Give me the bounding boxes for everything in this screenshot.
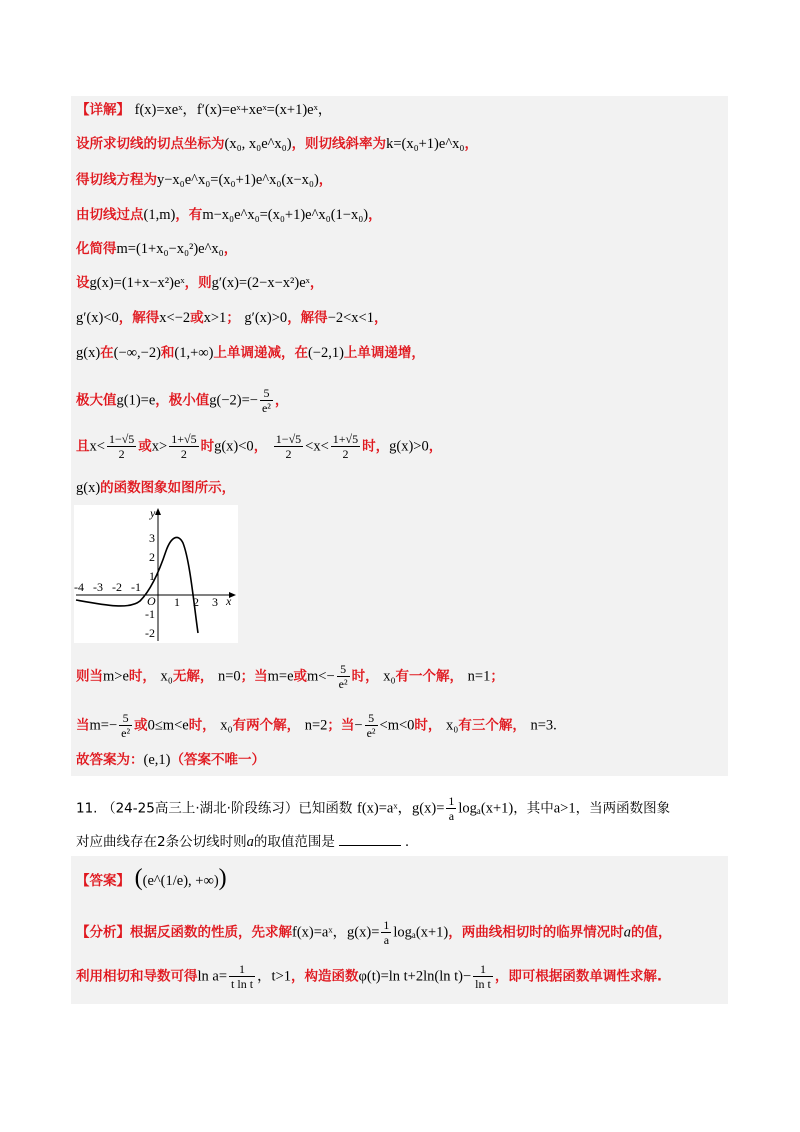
y-axis-arrow [155,508,161,515]
solution-line-9: 极大值g(1)=e，极小值g(−2)=− $\frac{5}{\text{e²}}$ ， [76,386,289,415]
x-tick-label: 2 [193,595,199,609]
solution-line-7: g′(x)<0，解得x<−2或x>1； g′(x)>0，解得−2<x<1， [76,310,388,326]
solution-line-14: 故答案为：(e,1)（答案不唯一） [76,752,265,768]
solution-line-5: 化简得m=(1+x₀−x₀²)e^x₀， [76,241,238,257]
solution-line-1: 【详解】 f(x)=xeˣ，f′(x)=eˣ+xeˣ=(x+1)eˣ， [76,102,333,118]
solution-line-11: g(x)的函数图象如图所示， [76,480,236,496]
y-tick-label: 1 [149,569,155,583]
solution-line-4: 由切线过点(1,m)，有m−x₀e^x₀=(x₀+1)e^x₀(1−x₀)， [76,207,382,223]
y-tick-label: -2 [145,626,155,640]
solution-line-13: 当m=− $\frac{5}{\text{e²}}$ 或0≤m<e时， x₀有两个解， n=2；当− $\frac{5}{\text{e²}}$ <m<0时， x₀有三个解， n=3. [76,711,557,740]
analysis-line-1: 【分析】根据反函数的性质，先求解f(x)=aˣ，g(x)= $\frac{1}{a}$ logₐ(x+1)，两曲线相切时的临界情况时a的值， [76,918,672,947]
x-tick-label: 1 [174,595,180,609]
y-tick-label: -1 [145,607,155,621]
solution-line-8: g(x)在(−∞,−2)和(1,+∞)上单调递减，在(−2,1)上单调递增， [76,345,425,361]
x-tick-label: 3 [212,595,218,609]
answer-blank[interactable] [339,845,401,846]
analysis-line-2: 利用相切和导数可得ln a= $\frac{1}{\text{t ln t}}$ ，t>1，构造函数φ(t)=ln t+2ln(ln t)− $\frac{1}{\text{ln t}}$ ，即可根据函数单调性求解. [76,962,662,991]
y-tick-label: 3 [149,531,155,545]
x-axis-label: x [226,594,232,608]
y-tick-label: 2 [149,550,155,564]
origin-label: O [147,594,156,608]
y-tick-labels [145,531,155,640]
solution-line-2: 设所求切线的切点坐标为(x₀, x₀e^x₀)，则切线斜率为k=(x₀+1)e^x₀， [76,136,478,152]
y-axis-label: y [150,506,156,520]
solution-line-3: 得切线方程为y−x₀e^x₀=(x₀+1)e^x₀(x−x₀)， [76,172,333,188]
x-tick-label: -1 [131,580,141,594]
x-tick-label: -4 [74,580,84,594]
solution-line-12: 则当m>e时， x₀无解， n=0；当m=e或m<− $\frac{5}{\text{e²}}$ 时， x₀有一个解， n=1； [76,662,504,691]
solution-line-6: 设g(x)=(1+x−x²)eˣ，则g′(x)=(2−x−x²)eˣ， [76,275,324,291]
question-line-2: 对应曲线存在2条公切线时则a的取值范围是 . [76,834,410,850]
question-line-1: 11. （24-25高三上·湖北·阶段练习）已知函数 f(x)=aˣ，g(x)= $\frac{1}{a}$ logₐ(x+1)，其中a>1，当两函数图象 [76,794,671,823]
x-tick-label: -3 [93,580,103,594]
x-tick-label: -2 [112,580,122,594]
answer-line: 【答案】 ((e^(1/e), +∞)) [76,865,227,891]
solution-line-10: 且x< $\frac{1-√5}{2}$ 或x> $\frac{1+√5}{2}$ 时g(x)<0， $\frac{1-√5}{2}$ <x< $\frac{1+√5}{2}$ 时，g(x)>0， [76,432,443,461]
function-graph [74,505,238,643]
